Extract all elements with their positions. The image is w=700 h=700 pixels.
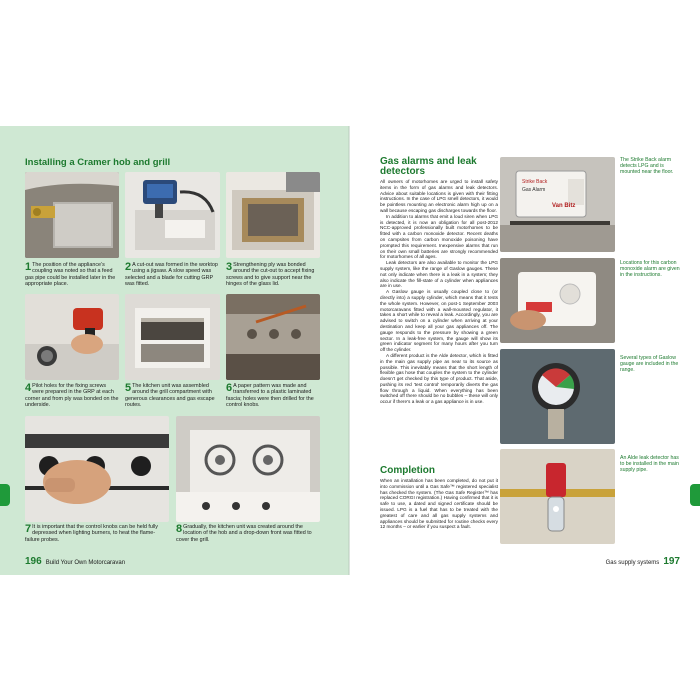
gaslow-gauge-photo: [500, 349, 615, 444]
step-3-photo: [226, 172, 320, 258]
step-6-caption: 6 A paper pattern was made and transferred to a plastic laminated fascia; holes were then drilled for the control knobs.: [226, 382, 314, 409]
gas-alarms-body: All owners of motorhomes are urged to install safety items in the form of gas alarms and leak detectors. Advice about suitable locations is given with their fitting instructions. In the case of LPG smell detectors, it would be pointless mounting an electronic alarm high up on a wall because escaping gas discharges towards the floor. In addition to alarms that emit a loud siren when LPG is detected, it is now an obligation for all post-2012 NCC-approved professionally built motorhomes to be fitted with a carbon monoxide detector. Recent deaths on campsites from carbon monoxide poisoning have prompted this requirement. Inexpensive alarms that run on their own small batteries are strongly recommended for motorhomes of all ages. Leak detectors are also available to monitor the LPG supply system, like the range of Gaslow gauges. These not only indicate when there is a leak in a system; they also indicate the fill-state of a cylinder when appliances are in use. A Gaslow gauge is usually coupled close to (or directly into) a supply cylinder, which means that it tests the whole system. However, on post-1 September 2003 motorcaravans fitted with a wall-mounted regulator, it takes a short while to reveal a leak. Accordingly, you are advised to switch on a cylinder when arriving at your destination and keep all your gas appliances off. The gauge responds to the pressure by showing a green sector. In a leak-free system, the gauge will show its green indicator segment for many hours after you turn off the cylinder. A different product is the Alde detector, which is fitted in the main gas supply pipe as near to its source as possible. This inevitably means that the short length of flexible gas hose that couples the system to the cylinder doesn’t get checked by this type of product. That aside, pushing its red ‘test control’ temporarily diverts the gas flow through a liquid. When everything has been switched off there should be no bubbles – these will only occur if there’s a leak or a gas appliance is in use.: [380, 179, 498, 405]
step-8-photo: [176, 416, 320, 522]
alarm-model-label: Gas Alarm: [522, 187, 546, 193]
step-1-photo: [25, 172, 119, 258]
step-5-photo: [125, 294, 220, 380]
step-3-caption: 3 Strengthening ply was bonded around the cut-out to accept fixing screws and to give support near the hinges of the glass lid.: [226, 261, 315, 288]
alarm-maker-label: Van Bitz: [552, 203, 576, 209]
alde-detector-photo: [500, 449, 615, 544]
photo-caption-co-alarm: Locations for this carbon monoxide alarm are given in the instructions.: [620, 260, 680, 279]
photo-caption-alde: An Alde leak detector has to be installed in the main supply pipe.: [620, 455, 679, 474]
photo-caption-gaslow: Several types of Gaslow gauge are included in the range.: [620, 355, 679, 374]
co-alarm-photo: [500, 258, 615, 343]
step-6-photo: [226, 294, 320, 380]
left-thumb-tab: [0, 484, 10, 506]
step-4-photo: [25, 294, 119, 380]
alarm-brand-label: Strike Back: [522, 179, 548, 185]
step-7-caption: 7 It is important that the control knobs can be held fully depressed when lighting burners, to heat the flame-failure probes.: [25, 523, 158, 543]
step-1-caption: 1 The position of the appliance’s coupling was noted so that a feed gas pipe could be installed later in the appropriate place.: [25, 261, 116, 288]
step-5-caption: 5 The kitchen unit was assembled around the grill compartment with generous clearances and gas escape routes.: [125, 382, 215, 409]
strike-back-alarm-photo: [500, 157, 615, 252]
left-folio: 196 Build Your Own Motorcaravan: [25, 556, 126, 567]
left-page: [0, 126, 350, 575]
step-4-caption: 4 Pilot holes for the fixing screws were prepared in the GRP at each corner and from ply was bonded on the underside.: [25, 382, 119, 409]
photo-caption-strike-back: The Strike Back alarm detects LPG and is mounted near the floor.: [620, 157, 674, 176]
completion-heading: Completion: [380, 465, 435, 476]
step-2-photo: [125, 172, 220, 258]
step-7-photo: [25, 416, 169, 522]
step-2-caption: 2 A cut-out was formed in the worktop using a jigsaw. A slow speed was selected and a blade for cutting GRP was fitted.: [125, 261, 218, 288]
right-thumb-tab: [690, 484, 700, 506]
section-title: Installing a Cramer hob and grill: [25, 157, 171, 168]
book-spread: [0, 126, 700, 575]
gas-alarms-heading: Gas alarms and leak detectors: [380, 156, 477, 177]
right-folio: Gas supply systems 197: [605, 556, 680, 567]
completion-body: When an installation has been completed, do not put it into commission until a Gas Safe™ registered specialist has checked the system. (The Gas Safe Register™ has replaced CORGI registration.) Having confirmed that it is safe to use, a dated and signed certificate should be issued. LPG is a fuel that has to be treated with the greatest of care and all gas supply systems and appliances should be submitted for routine checks every 12 months – or earlier if you suspect a fault.: [380, 478, 498, 530]
step-8-caption: 8 Gradually, the kitchen unit was created around the location of the hob and a drop-down front was fitted to cover the grill.: [176, 523, 312, 543]
